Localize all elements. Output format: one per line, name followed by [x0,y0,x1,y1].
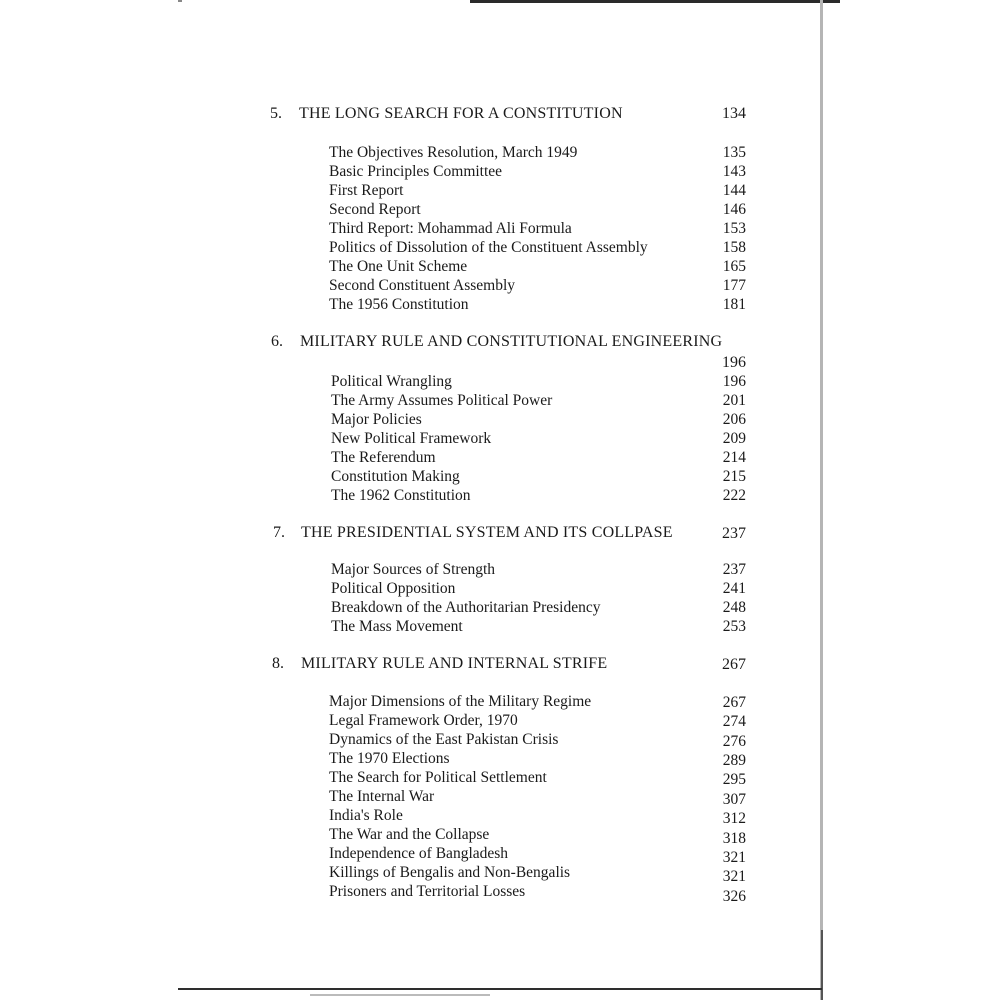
section-title: Dynamics of the East Pakistan Crisis [329,731,559,748]
toc-entry [0,768,1000,787]
section-page: 289 [722,752,746,769]
chapter-number: 7. [273,524,285,541]
section-title: Political Opposition [331,580,456,597]
section-title: Constitution Making [331,468,460,485]
chapter-title: THE LONG SEARCH FOR A CONSTITUTION [299,105,623,122]
toc-entry [0,162,1000,181]
page-edge-mark [178,0,182,2]
section-title: The Objectives Resolution, March 1949 [329,144,578,161]
section-page: 153 [722,220,746,237]
section-title: Breakdown of the Authoritarian Presidency [331,599,601,616]
toc-entry [0,391,1000,410]
section-page: 135 [722,144,746,161]
chapter-title: MILITARY RULE AND INTERNAL STRIFE [301,655,608,672]
toc-entry [0,448,1000,467]
toc-entry [0,560,1000,579]
section-page: 241 [722,580,746,597]
section-page: 237 [722,561,746,578]
chapter-5-sections [0,143,1000,314]
chapter-8-sections [0,692,1000,905]
section-title: The Referendum [331,449,436,466]
section-page: 276 [722,733,746,750]
toc-entry [0,598,1000,617]
section-page: 196 [722,373,746,390]
section-page: 158 [722,239,746,256]
section-title: The Search for Political Settlement [329,769,547,786]
toc-entry [0,219,1000,238]
toc-entry [0,200,1000,219]
section-page: 326 [722,888,746,905]
section-page: 177 [722,277,746,294]
toc-entry [0,749,1000,768]
chapter-title: MILITARY RULE AND CONSTITUTIONAL ENGINEERING [300,333,723,350]
toc-entry [0,863,1000,885]
toc-entry [0,787,1000,806]
section-title: Political Wrangling [331,373,452,390]
toc-entry [0,711,1000,730]
section-title: Third Report: Mohammad Ali Formula [329,220,572,237]
section-title: The 1962 Constitution [331,487,471,504]
toc-entry [0,410,1000,429]
section-title: The 1970 Elections [329,750,450,767]
section-page: 307 [722,791,746,808]
chapter-page: 134 [722,105,746,122]
toc-entry [0,844,1000,866]
toc-entry [0,692,1000,711]
chapter-number: 6. [271,333,283,350]
section-page: 321 [722,868,746,885]
section-page: 201 [722,392,746,409]
section-title: First Report [329,182,404,199]
section-page: 312 [722,810,746,827]
chapter-heading [0,522,1000,544]
section-title: Second Constituent Assembly [329,277,515,294]
page-edge-bottom [178,988,822,990]
section-page: 144 [722,182,746,199]
section-title: The Army Assumes Political Power [331,392,553,409]
toc-entry [0,730,1000,749]
section-title: Major Dimensions of the Military Regime [329,693,592,710]
chapter-heading [0,653,1000,675]
toc-entry [0,295,1000,314]
section-title: India's Role [329,807,403,824]
toc-entry [0,372,1000,391]
chapter-7 [0,522,1000,544]
toc-entry [0,882,1000,905]
section-title: Major Policies [331,411,422,428]
chapter-page: 237 [722,525,746,542]
section-title: The 1956 Constitution [329,296,469,313]
section-page: 253 [722,618,746,635]
toc-entry [0,181,1000,200]
section-page: 214 [722,449,746,466]
toc-entry [0,825,1000,847]
section-title: Politics of Dissolution of the Constituent Assembly [329,239,648,256]
toc-entry [0,276,1000,295]
section-title: The One Unit Scheme [329,258,468,275]
toc-entry [0,579,1000,598]
section-title: Independence of Bangladesh [329,845,509,862]
toc-entry [0,467,1000,486]
section-page: 295 [722,771,746,788]
section-title: Killings of Bengalis and Non-Bengalis [329,864,571,881]
section-title: The Mass Movement [331,618,463,635]
chapter-8 [0,653,1000,675]
chapter-5 [0,103,1000,125]
section-page: 181 [722,296,746,313]
section-page: 209 [722,430,746,447]
toc-entry [0,238,1000,257]
section-title: The Internal War [329,788,435,805]
toc-entry [0,429,1000,448]
chapter-7-sections [0,560,1000,636]
chapter-heading [0,103,1000,125]
section-title: Major Sources of Strength [331,561,496,578]
section-page: 318 [722,830,746,847]
chapter-6-sections [0,372,1000,505]
chapter-title: THE PRESIDENTIAL SYSTEM AND ITS COLLPASE [301,524,673,541]
section-page: 267 [722,694,746,711]
section-title: Legal Framework Order, 1970 [329,712,518,729]
section-page: 215 [722,468,746,485]
section-page: 321 [722,849,746,866]
toc-entry [0,257,1000,276]
toc-entry [0,486,1000,505]
section-title: The War and the Collapse [329,826,490,843]
section-title: Second Report [329,201,421,218]
chapter-page: 196 [722,354,746,371]
toc-entry [0,806,1000,825]
chapter-number: 5. [270,105,282,122]
page-edge-top [470,0,840,3]
section-page: 146 [722,201,746,218]
section-page: 274 [722,713,746,730]
chapter-6 [0,331,1000,371]
section-page: 222 [722,487,746,504]
section-page: 143 [722,163,746,180]
page-edge-smudge [310,994,490,996]
section-page: 206 [722,411,746,428]
toc-entry [0,143,1000,162]
chapter-number: 8. [272,655,284,672]
section-page: 248 [722,599,746,616]
section-page: 165 [722,258,746,275]
chapter-heading [0,331,1000,353]
section-title: New Political Framework [331,430,492,447]
section-title: Prisoners and Territorial Losses [329,883,526,900]
chapter-page: 267 [722,656,746,673]
toc-entry [0,617,1000,636]
section-title: Basic Principles Committee [329,163,503,180]
